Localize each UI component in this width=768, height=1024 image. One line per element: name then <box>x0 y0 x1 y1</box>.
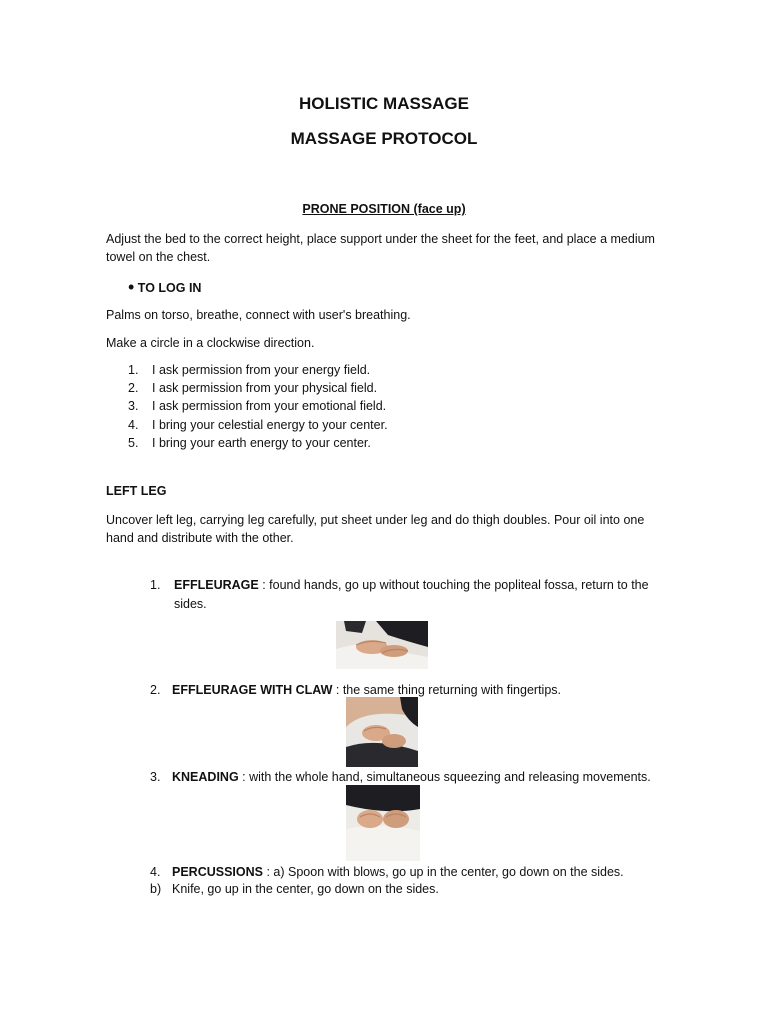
list-item <box>128 399 386 413</box>
list-number: 2. <box>128 381 139 395</box>
list-item <box>128 418 388 432</box>
percussion-sub-item-b <box>150 882 439 896</box>
effleurage-photo <box>336 621 428 669</box>
technique-description: : a) Spoon with blows, go up in the center, go down on the sides. <box>263 865 624 879</box>
left-leg-heading: LEFT LEG <box>106 484 167 498</box>
technique-name: KNEADING <box>172 770 239 784</box>
technique-description: : with the whole hand, simultaneous squeezing and releasing movements. <box>238 770 651 784</box>
list-text: I ask permission from your emotional field. <box>152 399 387 413</box>
palms-paragraph: Palms on torso, breathe, connect with user's breathing. <box>106 308 411 322</box>
effleurage-with-claw-photo <box>346 697 418 767</box>
list-text: I ask permission from your physical field. <box>152 381 378 395</box>
bullet-label: TO LOG IN <box>137 281 202 295</box>
list-text: Knife, go up in the center, go down on the sides. <box>172 882 439 896</box>
list-number: 5. <box>128 436 139 450</box>
technique-description: : the same thing returning with fingertips. <box>332 683 561 697</box>
list-number: 3. <box>128 399 139 413</box>
list-item <box>128 436 371 450</box>
list-text: I bring your celestial energy to your center. <box>152 418 388 432</box>
technique-item-percussions <box>150 863 670 882</box>
technique-item-effleurage <box>150 576 670 614</box>
technique-name: EFFLEURAGE <box>174 578 259 592</box>
section-heading-prone-position: PRONE POSITION (face up) <box>302 202 466 216</box>
list-number: 4. <box>150 865 161 879</box>
list-number: 2. <box>150 683 161 697</box>
list-text: I ask permission from your energy field. <box>152 363 371 377</box>
list-number: 1. <box>128 363 139 377</box>
intro-paragraph: Adjust the bed to the correct height, place support under the sheet for the feet, and place a medium towel on the chest. <box>106 232 655 264</box>
technique-name: EFFLEURAGE WITH CLAW <box>172 683 333 697</box>
bullet-item-log-in <box>128 276 201 297</box>
bullet-icon: • <box>128 277 135 297</box>
list-item <box>128 381 377 395</box>
list-number: 4. <box>128 418 139 432</box>
document-title: HOLISTIC MASSAGE <box>298 94 469 113</box>
technique-description: : found hands, go up without touching the popliteal fossa, return to the sides. <box>174 578 649 611</box>
kneading-photo <box>346 785 420 861</box>
list-text: I bring your earth energy to your center. <box>152 436 371 450</box>
list-number: 1. <box>150 578 161 592</box>
list-number: b) <box>150 882 162 896</box>
list-number: 3. <box>150 770 161 784</box>
document-subtitle: MASSAGE PROTOCOL <box>290 129 478 148</box>
technique-name: PERCUSSIONS <box>172 865 263 879</box>
circle-paragraph: Make a circle in a clockwise direction. <box>106 336 315 350</box>
list-item <box>128 363 370 377</box>
left-leg-intro: Uncover left leg, carrying leg carefully, put sheet under leg and do thigh doubles. Pour oil into one hand and distribute with the other. <box>106 513 645 545</box>
